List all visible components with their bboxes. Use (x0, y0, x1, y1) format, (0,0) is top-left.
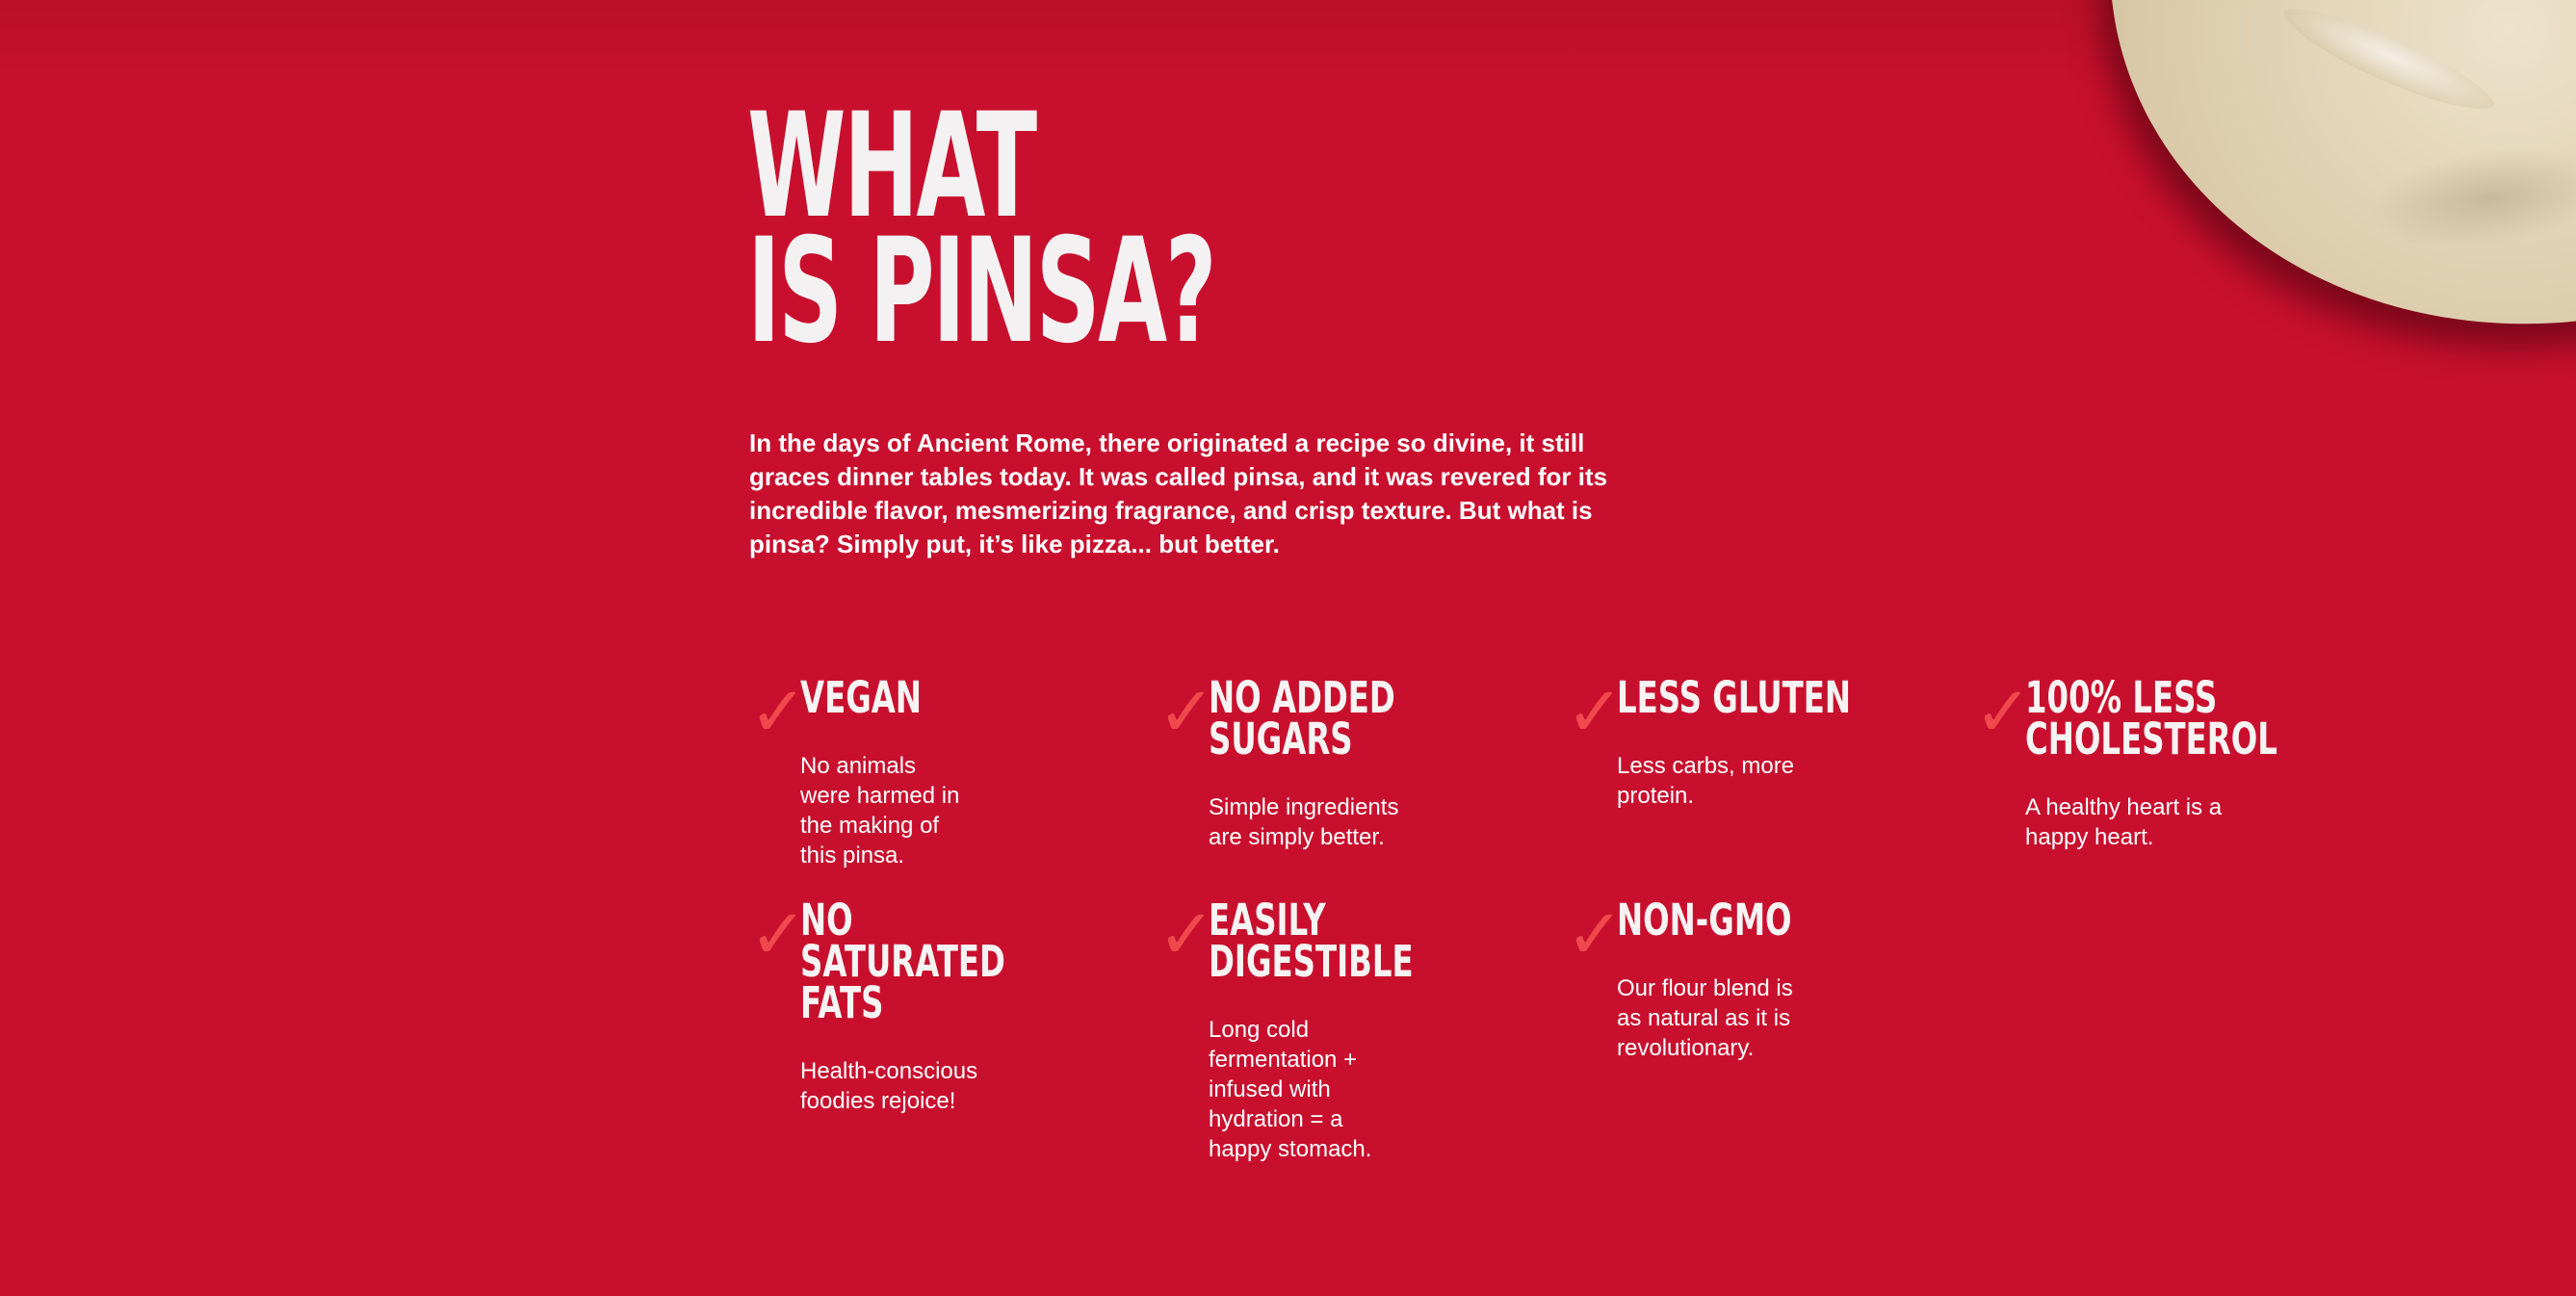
feature-title-line: FATS (800, 977, 884, 1028)
feature-title (1617, 672, 1852, 723)
page-title (747, 83, 1215, 376)
feature-description (1617, 751, 1794, 811)
feature-description-line: happy heart. (2025, 824, 2154, 850)
feature-description-line: were harmed in (800, 783, 960, 809)
feature-title (2025, 672, 2277, 765)
feature-title-line: LESS GLUTEN (1617, 672, 1852, 723)
feature-title-line: NO ADDED (1209, 672, 1395, 723)
feature-description-line: are simply better. (1209, 824, 1385, 850)
feature-title-line: SATURATED (800, 936, 1005, 987)
check-icon: ✓ (749, 671, 808, 752)
check-icon: ✓ (1974, 671, 2033, 752)
feature-description-line: as natural as it is (1617, 1005, 1791, 1031)
feature-description (1209, 792, 1398, 852)
feature-title (1617, 894, 1792, 946)
feature-description-line: A healthy heart is a (2025, 794, 2223, 820)
feature-title (800, 672, 922, 723)
feature-title (1209, 894, 1414, 987)
feature-description-line: No animals (800, 753, 917, 779)
feature-description-line: the making of (800, 813, 940, 839)
feature-description-line: Simple ingredients (1209, 794, 1399, 820)
check-icon: ✓ (749, 894, 808, 974)
feature-description-line: foodies rejoice! (800, 1088, 956, 1114)
feature-description (2025, 792, 2222, 852)
pinsa-crust-image (2061, 0, 2576, 379)
feature-title-line: 100% LESS (2025, 672, 2218, 723)
feature-title-line: CHOLESTEROL (2025, 713, 2277, 765)
feature-description-line: Less carbs, more (1617, 753, 1795, 779)
feature-title-line: NON-GMO (1617, 894, 1792, 946)
feature-description (1209, 1015, 1371, 1164)
feature-description-line: this pinsa. (800, 842, 905, 868)
feature-title-line: VEGAN (800, 672, 922, 723)
feature-description-line: Health-conscious (800, 1058, 978, 1084)
feature-title-line: SUGARS (1209, 713, 1353, 765)
feature-description (800, 751, 959, 870)
feature-description-line: protein. (1617, 783, 1695, 809)
check-icon: ✓ (1566, 894, 1625, 974)
feature-description-line: Long cold (1209, 1017, 1310, 1043)
feature-title-line: DIGESTIBLE (1209, 936, 1414, 987)
feature-description-line: fermentation + (1209, 1047, 1358, 1073)
feature-title-line: EASILY (1209, 894, 1326, 946)
intro-paragraph: In the days of Ancient Rome, there originated a recipe so divine, it still graces dinner tables today. It was called pinsa, and it was revered for its incredible flavor, mesmerizing fragrance, and crisp texture. But what is pinsa? Simply put, it’s like pizza... but better. (749, 428, 1608, 558)
feature-description (800, 1056, 977, 1116)
page-title-line-2: IS PINSA? (747, 208, 1215, 376)
feature-description (1617, 973, 1793, 1063)
feature-description-line: hydration = a (1209, 1106, 1343, 1132)
feature-description-line: infused with (1209, 1076, 1331, 1102)
feature-description-line: Our flour blend is (1617, 975, 1793, 1001)
check-icon: ✓ (1566, 671, 1625, 752)
feature-description-line: happy stomach. (1209, 1136, 1372, 1162)
check-icon: ✓ (1158, 894, 1216, 974)
page-title-line-1: WHAT (747, 83, 1035, 250)
feature-title (1209, 672, 1395, 765)
feature-title-line: NO (800, 894, 853, 946)
feature-description-line: revolutionary. (1617, 1035, 1755, 1061)
feature-title (800, 894, 1005, 1028)
check-icon: ✓ (1158, 671, 1216, 752)
